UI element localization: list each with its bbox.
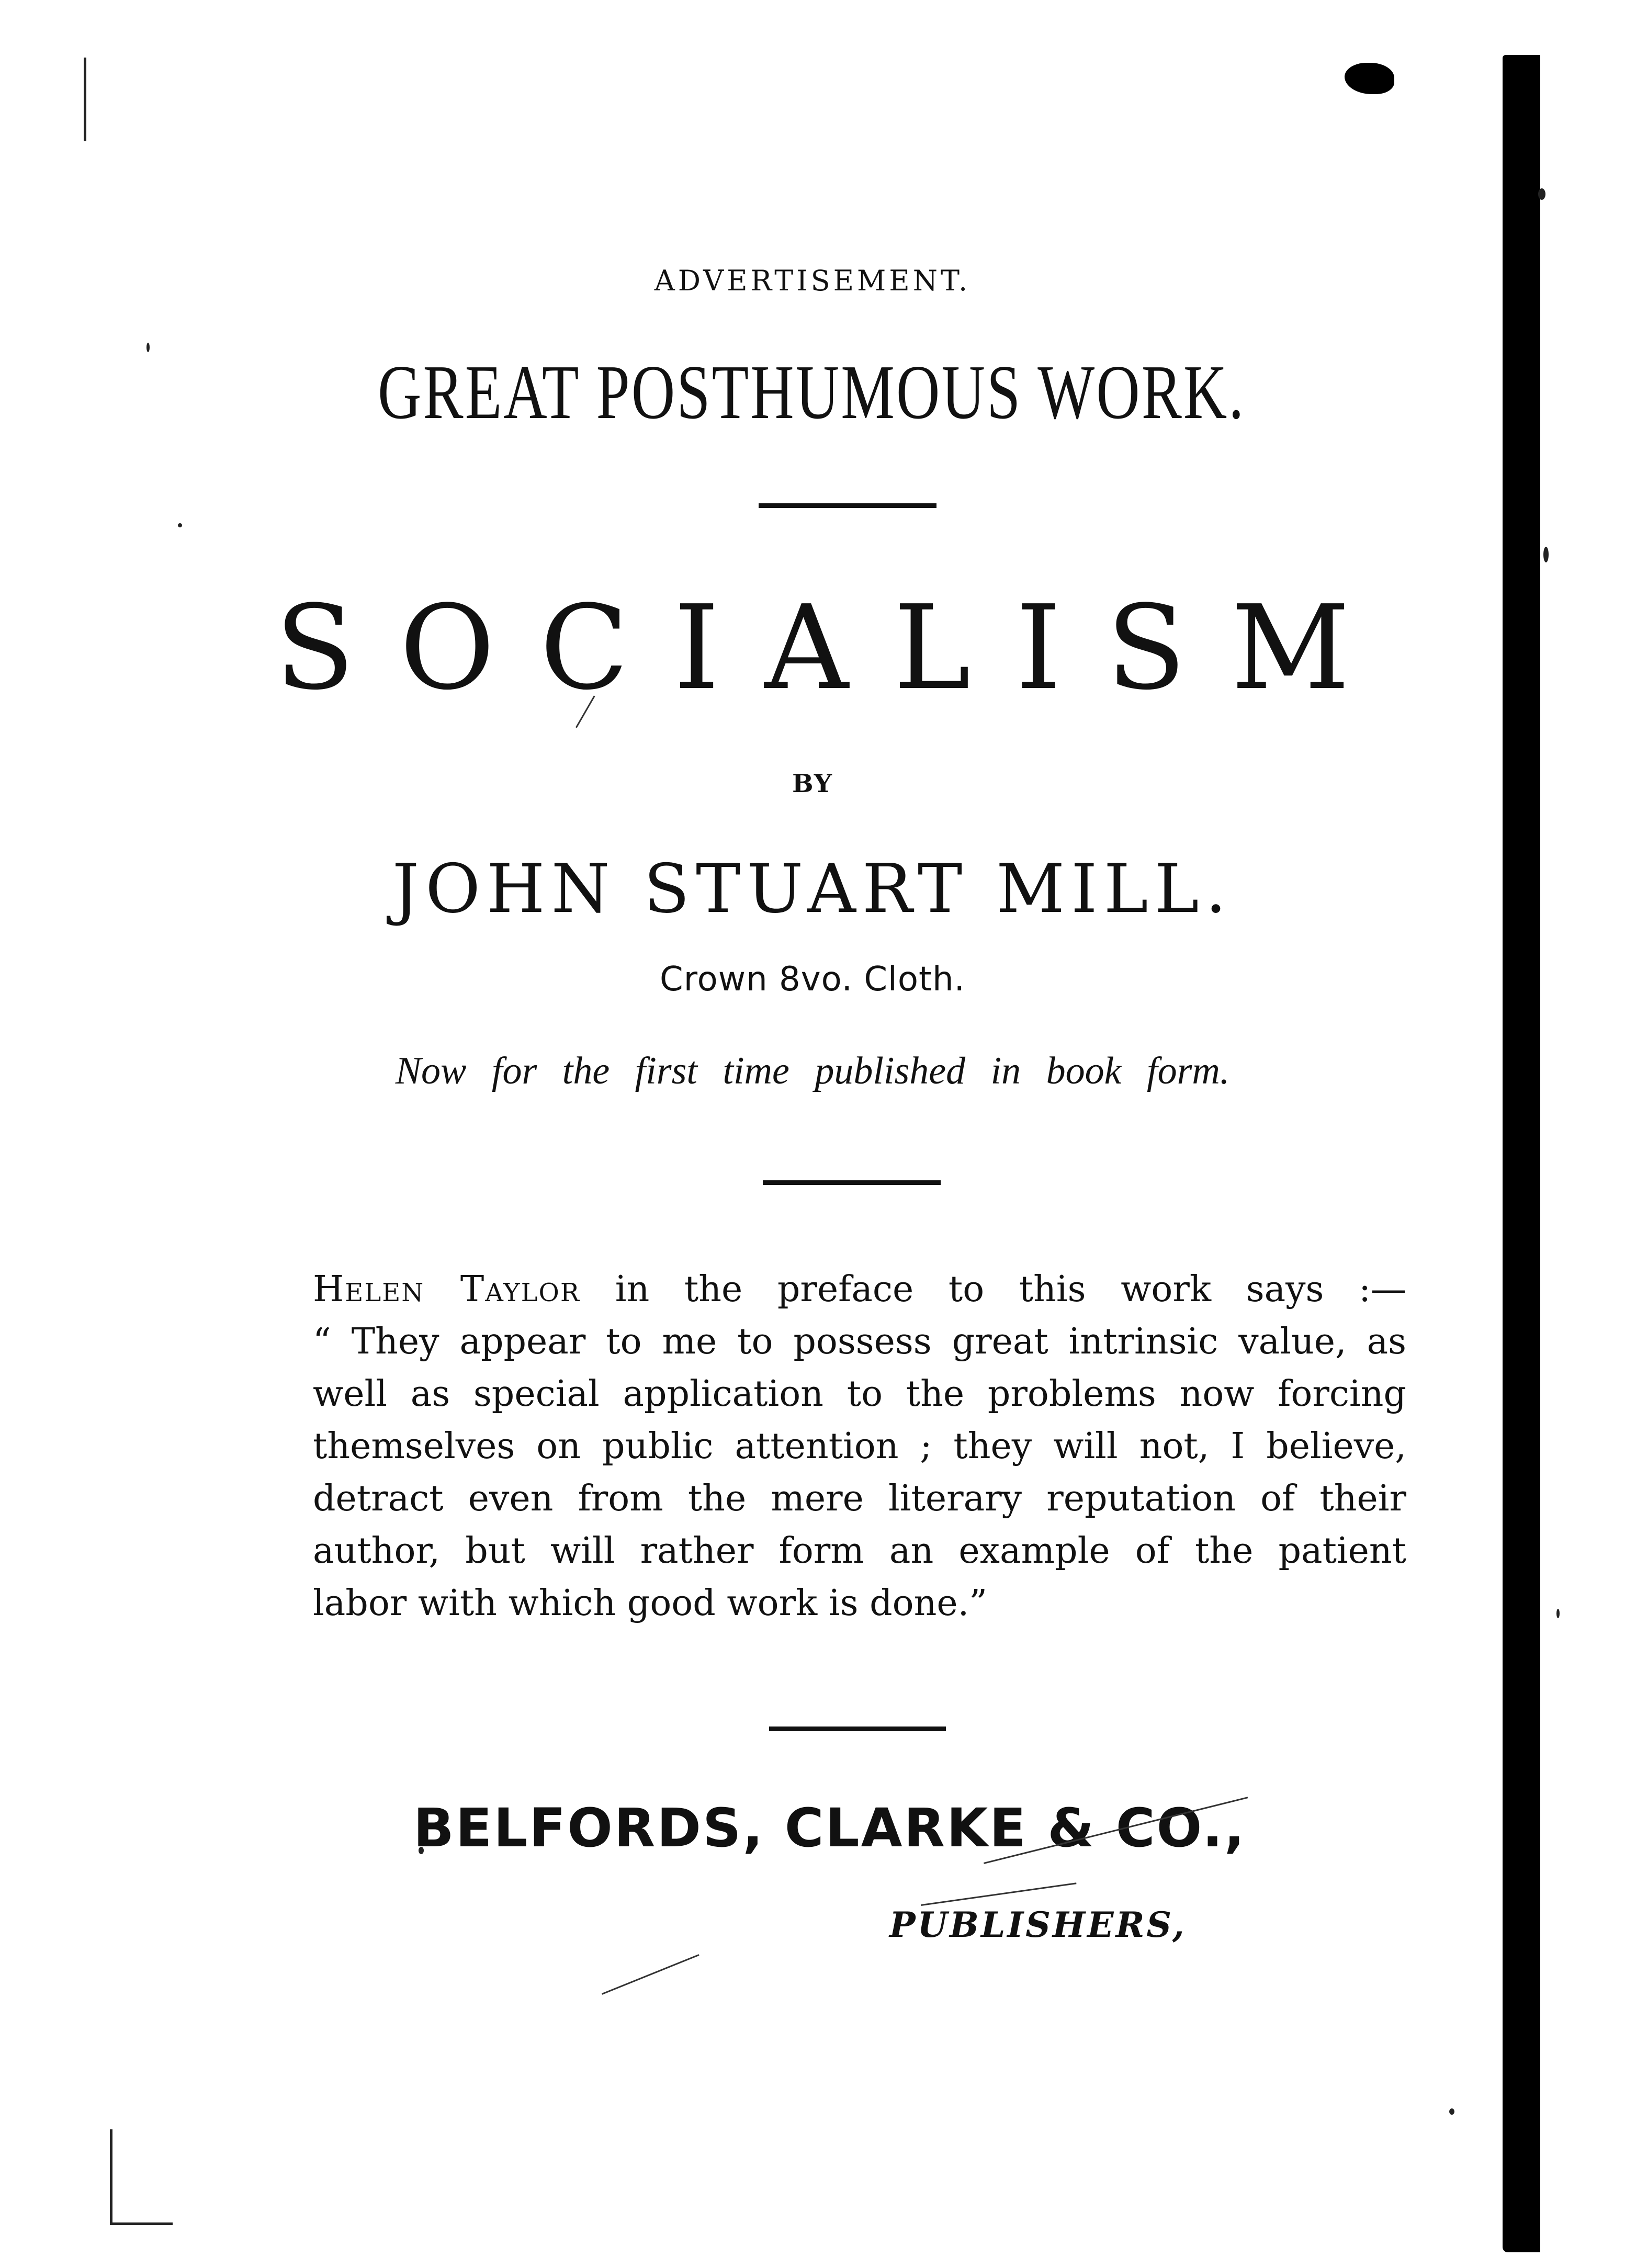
quote-line: “ They appear to me to possess great intrinsic value, as <box>313 1321 1406 1362</box>
edition-format: Crown 8vo. Cloth. <box>660 960 965 999</box>
quote-intro-line <box>313 1263 1406 1316</box>
quote-line: detract even from the mere literary reputation of their <box>313 1478 1406 1519</box>
margin-mark <box>110 2129 112 2224</box>
speck <box>1538 188 1545 200</box>
preface-quote <box>313 1263 1406 1630</box>
quote-speaker: Helen Taylor <box>313 1269 581 1310</box>
headline: GREAT POSTHUMOUS WORK. <box>378 349 1246 435</box>
divider-rule <box>759 503 936 508</box>
divider-rule <box>769 1727 946 1731</box>
speck <box>1449 2108 1454 2115</box>
advertisement-label: ADVERTISEMENT. <box>654 264 971 297</box>
margin-mark <box>110 2222 173 2225</box>
speck <box>1543 547 1549 562</box>
speck <box>146 343 150 352</box>
publisher-name: BELFORDS, CLARKE & CO., <box>413 1797 1246 1859</box>
quote-lead-in: in the preface to this work says :— <box>580 1269 1407 1310</box>
author-name: JOHN STUART MILL. <box>392 850 1233 928</box>
publisher-role: PUBLISHERS, <box>889 1904 1187 1945</box>
quote-line: author, but will rather form an example of the patient <box>313 1530 1406 1572</box>
divider-rule <box>763 1180 941 1185</box>
pencil-stroke <box>602 1954 699 1995</box>
margin-mark <box>84 58 86 141</box>
quote-line: labor with which good work is done.” <box>313 1583 987 1624</box>
speck <box>1556 1609 1560 1618</box>
by-line: BY <box>792 769 833 798</box>
binding-edge <box>1503 55 1540 2252</box>
speck <box>178 523 182 527</box>
quote-line: themselves on public attention ; they will not, I believe, <box>313 1426 1406 1467</box>
book-title: SOCIALISM <box>275 581 1395 716</box>
pencil-stroke <box>921 1882 1076 1906</box>
quote-line: well as special application to the problems now forcing <box>313 1373 1406 1415</box>
ink-blot <box>1345 63 1394 94</box>
publication-note: Now for the first time published in book form. <box>395 1050 1230 1092</box>
